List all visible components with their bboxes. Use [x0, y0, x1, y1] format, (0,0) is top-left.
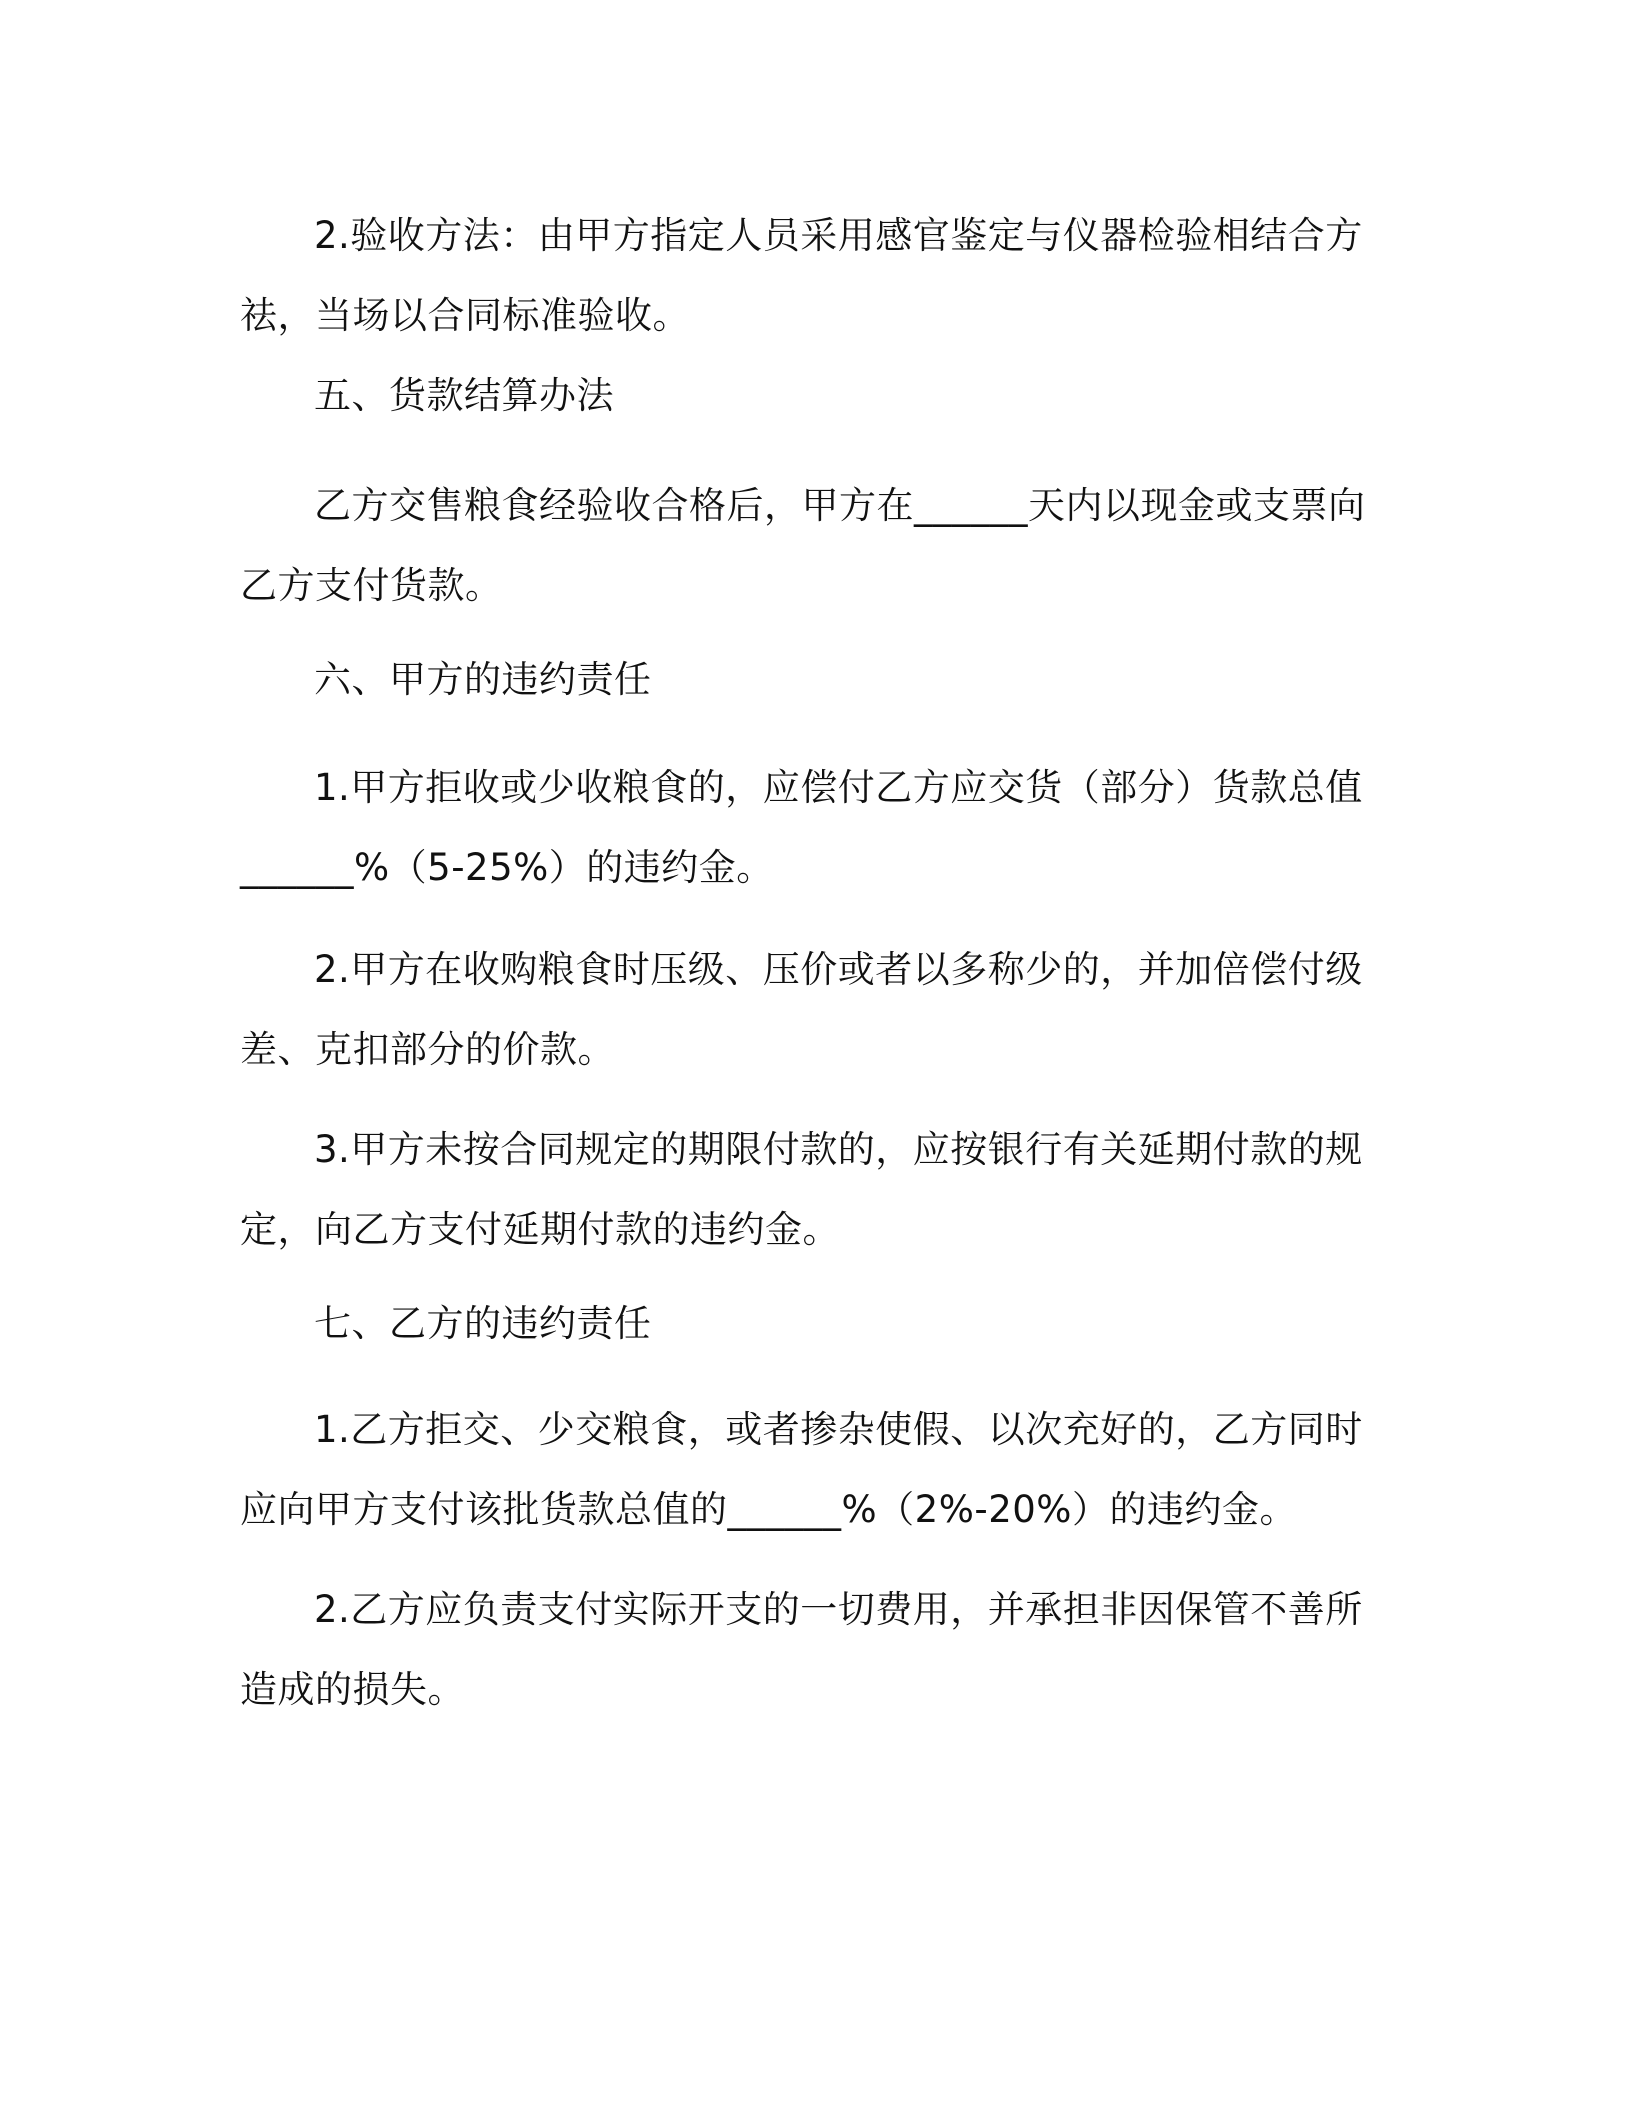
paragraph-line: 祛，当场以合同标准验收。 — [240, 294, 690, 337]
paragraph-line: 2.甲方在收购粮食时压级、压价或者以多称少的，并加倍偿付级 — [314, 948, 1363, 991]
section-heading-5 — [240, 356, 1454, 436]
paragraph-acceptance-method — [240, 196, 1380, 356]
paragraph-line: 差、克扣部分的价款。 — [240, 1028, 615, 1071]
paragraph-line: 定，向乙方支付延期付款的违约金。 — [240, 1208, 840, 1251]
heading-text: 五、货款结算办法 — [314, 374, 614, 417]
paragraph-payment-settlement — [240, 466, 1380, 626]
paragraph-party-a-liability-3 — [240, 1110, 1380, 1270]
paragraph-party-b-liability-1 — [240, 1390, 1380, 1550]
paragraph-party-a-liability-2 — [240, 930, 1380, 1090]
paragraph-party-a-liability-1 — [240, 748, 1380, 908]
paragraph-line: 2.验收方法：由甲方指定人员采用感官鉴定与仪器检验相结合方 — [314, 214, 1363, 257]
paragraph-line: 乙方支付货款。 — [240, 564, 503, 607]
paragraph-line: 3.甲方未按合同规定的期限付款的，应按银行有关延期付款的规 — [314, 1128, 1363, 1171]
paragraph-line: 1.甲方拒收或少收粮食的，应偿付乙方应交货（部分）货款总值 — [314, 766, 1363, 809]
heading-text: 六、甲方的违约责任 — [314, 658, 652, 701]
paragraph-line: 乙方交售粮食经验收合格后，甲方在______天内以现金或支票向 — [314, 484, 1366, 527]
section-heading-6 — [240, 640, 1454, 720]
paragraph-line: 2.乙方应负责支付实际开支的一切费用，并承担非因保管不善所 — [314, 1588, 1363, 1631]
paragraph-line: ______%（5-25%）的违约金。 — [240, 846, 774, 889]
paragraph-party-b-liability-2 — [240, 1570, 1380, 1730]
paragraph-line: 造成的损失。 — [240, 1668, 465, 1711]
heading-text: 七、乙方的违约责任 — [314, 1302, 652, 1345]
section-heading-7 — [240, 1284, 1454, 1364]
paragraph-line: 应向甲方支付该批货款总值的______%（2%-20%）的违约金。 — [240, 1488, 1297, 1531]
paragraph-line: 1.乙方拒交、少交粮食，或者掺杂使假、以次充好的，乙方同时 — [314, 1408, 1363, 1451]
